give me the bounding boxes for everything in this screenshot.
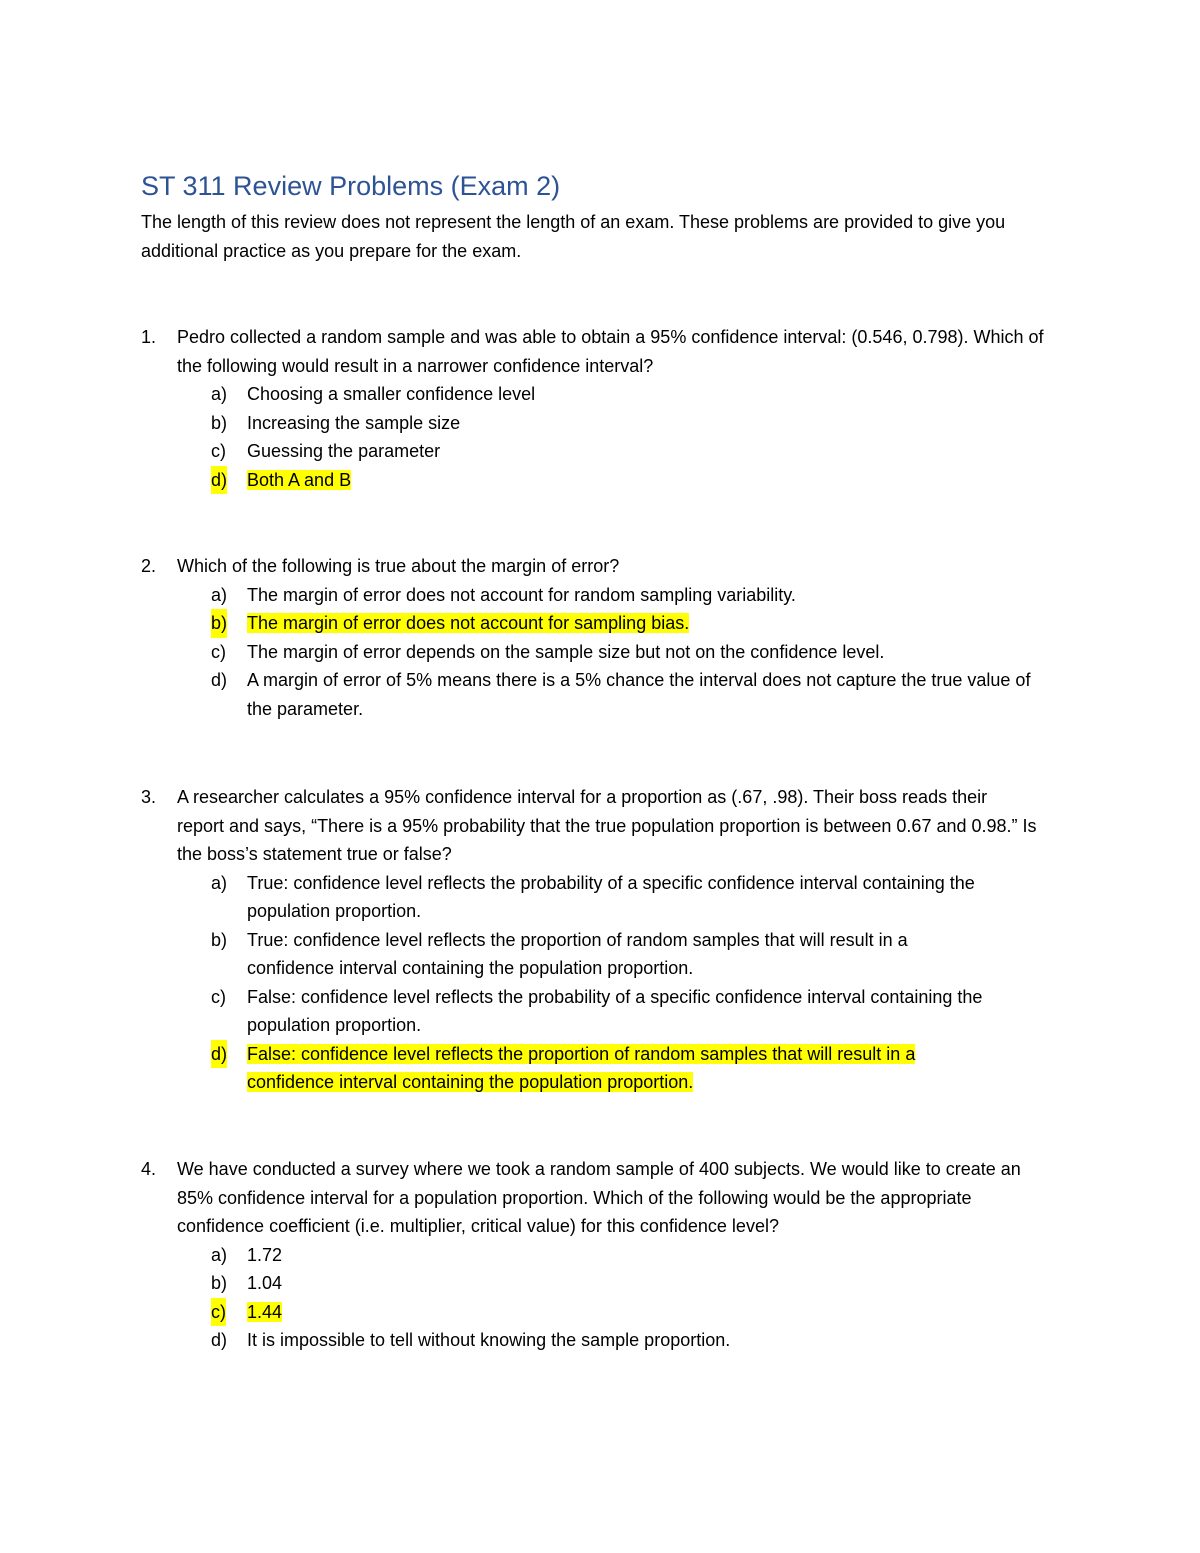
question-text: A researcher calculates a 95% confidence interval for a proportion as (.67, .98). Their boss reads their report and says, “There is a 95% probability that the true population proportion is between 0.67 and 0.98.” Is the boss’s statement true or false?: [177, 787, 1037, 864]
option-letter: d): [211, 1330, 228, 1350]
option-letter: b): [211, 929, 228, 950]
question-number: 4.: [141, 1159, 157, 1179]
option-b-answer: [141, 609, 1071, 638]
option-text-highlighted: Both A and B: [247, 469, 352, 490]
option-text: True: confidence level reflects the proportion of random samples that will result in a confidence interval containing the population proportion.: [247, 929, 908, 978]
option-b: [141, 926, 992, 983]
answer-options: [141, 869, 1071, 1097]
question-1: [141, 323, 1071, 494]
page-title: ST 311 Review Problems (Exam 2): [141, 171, 561, 201]
question-text: We have conducted a survey where we took a random sample of 400 subjects. We would like to create an 85% confidence interval for a population proportion. Which of the following would be the appropriate confidence coefficient (i.e. multiplier, critical value) for this confidence level?: [177, 1159, 1021, 1236]
option-letter: d): [211, 466, 227, 495]
answer-options: [141, 581, 1071, 724]
option-b: [141, 1269, 1071, 1298]
option-letter: c): [211, 986, 226, 1007]
option-c-answer: [141, 1298, 1071, 1327]
question-number: 1.: [141, 327, 157, 347]
option-c: [141, 983, 1037, 1040]
option-d-answer: [141, 466, 1071, 495]
option-text: 1.72: [247, 1244, 283, 1265]
option-a: [141, 380, 1071, 409]
question-stem: [141, 323, 1071, 380]
option-letter: a): [211, 384, 228, 404]
question-number: 3.: [141, 787, 157, 807]
question-stem: [141, 552, 1071, 581]
question-stem: [141, 783, 1039, 869]
option-text: The margin of error does not account for random sampling variability.: [247, 584, 796, 605]
option-text: Choosing a smaller confidence level: [247, 384, 536, 404]
question-4: [141, 1155, 1071, 1355]
question-stem: [141, 1155, 1057, 1241]
option-d-answer: [141, 1040, 997, 1097]
option-text: Increasing the sample size: [247, 412, 461, 433]
option-letter: b): [211, 609, 227, 638]
option-text: Guessing the parameter: [247, 441, 441, 461]
question-number: 2.: [141, 556, 157, 576]
option-text: True: confidence level reflects the probability of a specific confidence interval containing the population proportion.: [247, 872, 975, 921]
option-letter: d): [211, 670, 228, 690]
option-letter: a): [211, 1244, 228, 1265]
answer-options: [141, 1241, 1071, 1355]
option-text: 1.04: [247, 1273, 283, 1293]
option-text: It is impossible to tell without knowing the sample proportion.: [247, 1330, 731, 1350]
option-letter: a): [211, 872, 228, 893]
question-text: Pedro collected a random sample and was able to obtain a 95% confidence interval: (0.546, 0.798). Which of the following would result in a narrower confidence interval?: [177, 327, 1044, 376]
option-c: [141, 437, 1071, 466]
question-2: [141, 552, 1071, 723]
option-a: [141, 1241, 1071, 1270]
option-a: [141, 869, 1057, 926]
option-text: A margin of error of 5% means there is a 5% chance the interval does not capture the true value of the parameter.: [247, 670, 1031, 719]
question-3: [141, 783, 1071, 1097]
option-letter: b): [211, 1273, 228, 1293]
option-letter: d): [211, 1040, 227, 1069]
option-text-highlighted: False: confidence level reflects the proportion of random samples that will result in a confidence interval containing the population proportion.: [247, 1043, 916, 1092]
option-text: The margin of error depends on the sample size but not on the confidence level.: [247, 641, 885, 662]
option-d: [141, 1326, 1071, 1355]
option-letter: a): [211, 584, 228, 605]
option-letter: c): [211, 641, 226, 662]
question-text: Which of the following is true about the margin of error?: [177, 556, 620, 576]
option-text: False: confidence level reflects the probability of a specific confidence interval containing the population proportion.: [247, 986, 983, 1035]
answer-options: [141, 380, 1071, 494]
option-b: [141, 409, 1071, 438]
option-letter: b): [211, 412, 228, 433]
option-letter: c): [211, 441, 226, 461]
option-text-highlighted: 1.44: [247, 1301, 283, 1322]
option-text-highlighted: The margin of error does not account for sampling bias.: [247, 613, 690, 633]
option-letter: c): [211, 1298, 226, 1327]
intro-paragraph: The length of this review does not represent the length of an exam. These problems are provided to give you additional practice as you prepare for the exam.: [141, 212, 1006, 261]
option-d: [141, 666, 1037, 723]
option-c: [141, 638, 1071, 667]
option-a: [141, 581, 1071, 610]
